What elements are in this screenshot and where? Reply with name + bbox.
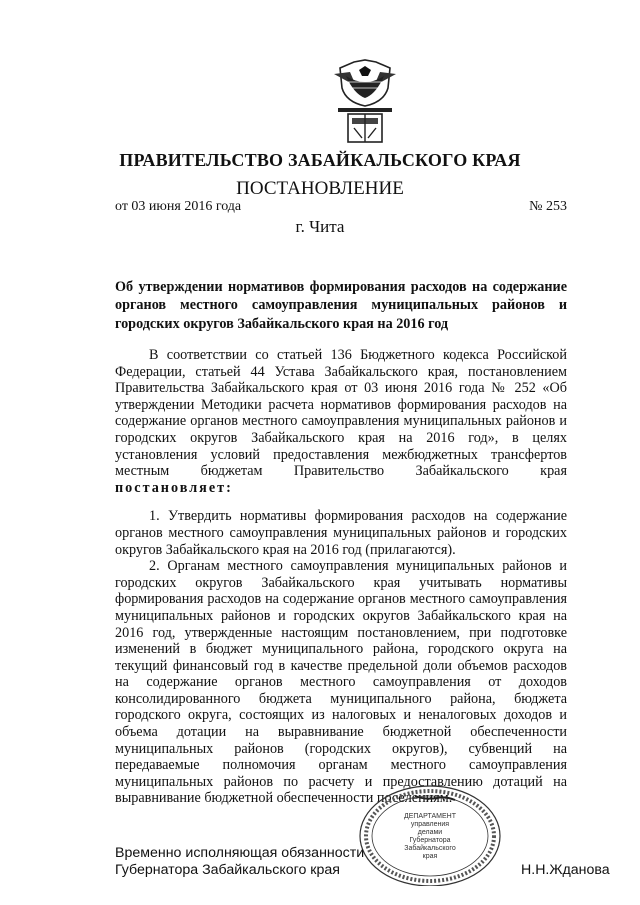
signatory-position [115,845,364,879]
document-city: г. Чита [295,217,345,236]
document-type: ПОСТАНОВЛЕНИЕ [236,178,404,199]
signatory-name: Н.Н.Жданова [521,862,610,878]
official-stamp [355,776,505,886]
stamp-line-4: Губернатора [409,837,451,844]
item-2-paragraph: 2. Органам местного самоуправления муниципальных районов и городских округов Забайкальского края учитывать нормативы формирования расходов на содержание органов местного самоуправления муниципальных районов и городских округов Забайкальского края на 2016 год, утвержденные настоящим постановлением, при подготовке изменений в бюджет муниципального района, городского округа на текущий финансовый год в качестве предельной доли объемов расходов на содержание органов местного самоуправления от доходов консолидированного бюджета муниципального района, бюджета городского округа, состоящих из налоговых и неналоговых доходов и объема дотации на выравнивание бюджетной обеспеченности муниципальных районов (городских округов), субвенций на передаваемые полномочия органам местного самоуправления муниципальных районов по расчету и предоставлению дотаций на выравнивание бюджетной обеспеченности поселениям. [115,558,567,807]
resolves-word: постановляет: [115,479,233,496]
document-date: от 03 июня 2016 года [115,199,242,214]
coat-of-arms-emblem [326,58,404,146]
preamble-paragraph [115,347,567,496]
item-1-paragraph: 1. Утвердить нормативы формирования расходов на содержание органов местного самоуправления муниципальных районов и городских округов Забайкальского края на 2016 год (прилагаются). [115,508,567,558]
signatory-position-line-1: Временно исполняющая обязанности [115,845,365,861]
stamp-line-2: управления [410,821,450,828]
document-number: № 253 [529,199,567,214]
document-body [115,347,567,807]
stamp-line-1: ДЕПАРТАМЕНТ [403,813,457,820]
preamble-text: В соответствии со статьей 136 Бюджетного кодекса Российской Федерации, статьей 44 Устава Забайкальского края, постановлением Правительства Забайкальского края от 03 июня 2016 года № 252 «Об утверждении Методики расчета нормативов формирования расходов на содержание органов местного самоуправления муниципальных районов и городских округов Забайкальского края на 2016 год», в целях установления условий предоставления межбюджетных трансфертов местным бюджетам Правительство Забайкальского края [115,347,567,480]
stamp-line-3: делами [417,829,443,836]
stamp-line-6: края [422,853,438,860]
document-title: Об утверждении нормативов формирования расходов на содержание органов местного самоуправления муниципальных районов и городских округов Забайкальского края на 2016 год [115,279,567,332]
stamp-line-5: Забайкальского [404,845,456,852]
government-name: ПРАВИТЕЛЬСТВО ЗАБАЙКАЛЬСКОГО КРАЯ [119,150,521,170]
signatory-position-line-2: Губернатора Забайкальского края [115,862,340,878]
